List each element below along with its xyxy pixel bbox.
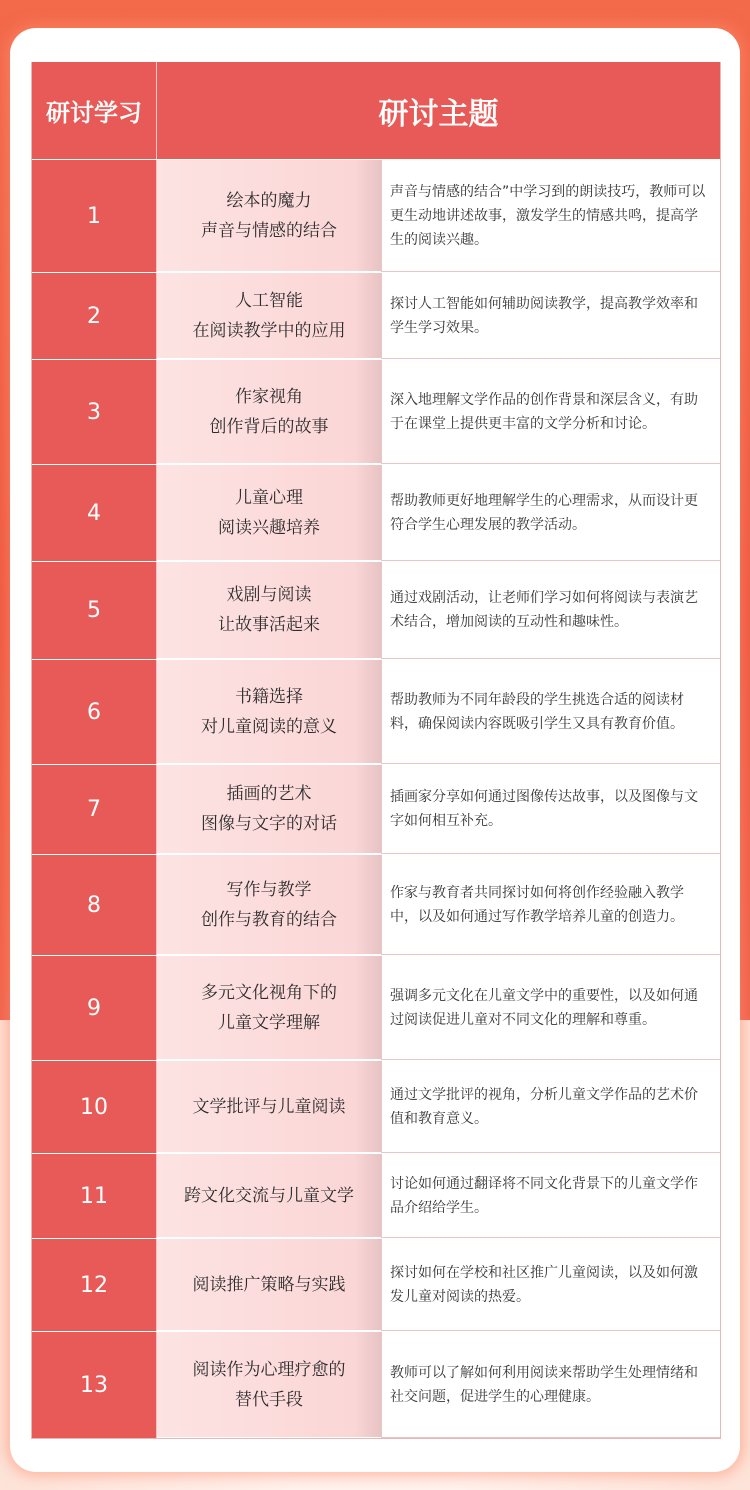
row-number: 10 [32,1061,157,1153]
row-number: 11 [32,1154,157,1238]
row-description [381,360,720,464]
row-topic [157,855,381,955]
row-number: 1 [32,160,157,272]
row-number: 6 [32,660,157,764]
topic-line-1: 跨文化交流与儿童文学 [184,1185,354,1206]
table-row [32,764,720,854]
row-description [381,1061,720,1153]
row-description [381,465,720,561]
row-topic [157,765,381,854]
table-row [32,359,720,464]
row-description [381,1332,720,1438]
table-row [32,159,720,272]
topic-line-1: 书籍选择 [235,686,303,707]
description-text: 通过文学批评的视角，分析儿童文学作品的艺术价值和教育意义。 [390,1086,698,1127]
row-description [381,660,720,764]
topic-line-1: 戏剧与阅读 [226,585,312,605]
header-study: 研讨学习 [32,62,157,159]
row-topic [157,273,381,359]
topic-line-2: 创作与教育的结合 [201,909,337,930]
table-header [32,62,720,159]
row-topic [157,1061,381,1153]
row-topic [157,1332,381,1438]
row-topic [157,360,381,464]
row-topic [157,465,381,561]
topic-line-2: 对儿童阅读的意义 [201,716,337,737]
description-text: 深入地理解文学作品的创作背景和深层含义，有助于在课堂上提供更丰富的文学分析和讨论。 [390,391,698,432]
topic-line-2: 替代手段 [235,1389,303,1410]
row-number: 9 [32,956,157,1060]
topic-line-1: 阅读推广策略与实践 [192,1274,346,1295]
topic-line-2: 图像与文字的对话 [201,814,337,834]
description-text: 讨论如何通过翻译将不同文化背景下的儿童文学作品介绍给学生。 [390,1175,698,1216]
row-topic [157,160,381,272]
table-row [32,1331,720,1438]
row-description [381,956,720,1060]
table-row [32,1153,720,1238]
row-topic [157,956,381,1060]
description-text: 教师可以了解如何利用阅读来帮助学生处理情绪和社交问题，促进学生的心理健康。 [390,1364,698,1405]
row-number: 4 [32,465,157,561]
topic-line-1: 儿童心理 [235,487,303,508]
topic-line-2: 让故事活起来 [218,615,320,635]
topic-line-1: 人工智能 [235,290,303,311]
row-description [381,562,720,659]
description-text: 插画家分享如何通过图像传达故事，以及图像与文字如何相互补充。 [390,789,698,829]
description-text: 探讨如何在学校和社区推广儿童阅读，以及如何激发儿童对阅读的热爱。 [390,1264,698,1305]
topic-line-1: 插画的艺术 [226,784,312,804]
row-number: 2 [32,273,157,359]
table-row [32,1060,720,1153]
table-row [32,272,720,359]
table-row [32,464,720,561]
row-description [381,273,720,359]
row-number: 5 [32,562,157,659]
description-text: 帮助教师更好地理解学生的心理需求，从而设计更符合学生心理发展的教学活动。 [390,492,698,533]
description-text: 探讨人工智能如何辅助阅读教学，提高教学效率和学生学习效果。 [390,295,698,336]
row-description [381,1239,720,1331]
row-topic [157,562,381,659]
description-text: 帮助教师为不同年龄段的学生挑选合适的阅读材料，确保阅读内容既吸引学生又具有教育价值。 [390,691,684,732]
row-description [381,855,720,955]
description-text: 作家与教育者共同探讨如何将创作经验融入教学中，以及如何通过写作教学培养儿童的创造力。 [390,884,684,925]
header-topic: 研讨主题 [157,62,720,159]
row-topic [157,1239,381,1331]
table-row [32,955,720,1060]
topic-line-2: 在阅读教学中的应用 [192,320,346,341]
row-description [381,1154,720,1238]
row-description [381,765,720,854]
row-topic [157,660,381,764]
row-number: 7 [32,765,157,854]
description-text: 声音与情感的结合”中学习到的朗读技巧，教师可以更生动地讲述故事，激发学生的情感共鸣，提高学生的阅读兴趣。 [390,183,706,248]
topic-line-2: 阅读兴趣培养 [218,517,320,538]
table-row [32,659,720,764]
topic-line-1: 多元文化视角下的 [201,982,337,1003]
topic-line-2: 儿童文学理解 [218,1012,320,1033]
row-topic [157,1154,381,1238]
topic-line-2: 声音与情感的结合 [201,220,337,241]
description-text: 强调多元文化在儿童文学中的重要性，以及如何通过阅读促进儿童对不同文化的理解和尊重。 [390,987,698,1028]
row-number: 13 [32,1332,157,1438]
row-number: 8 [32,855,157,955]
table-row [32,854,720,955]
topic-line-1: 文学批评与儿童阅读 [192,1096,346,1117]
topic-line-1: 绘本的魔力 [226,190,312,211]
table-row [32,1238,720,1331]
topic-line-1: 作家视角 [235,386,303,407]
row-number: 3 [32,360,157,464]
topics-table [31,62,721,1439]
row-number: 12 [32,1239,157,1331]
topic-line-1: 阅读作为心理疗愈的 [192,1359,346,1380]
description-text: 通过戏剧活动，让老师们学习如何将阅读与表演艺术结合，增加阅读的互动性和趣味性。 [390,590,698,630]
row-description [381,160,720,272]
table-row [32,561,720,659]
topic-line-1: 写作与教学 [226,879,312,900]
topic-line-2: 创作背后的故事 [209,416,329,437]
